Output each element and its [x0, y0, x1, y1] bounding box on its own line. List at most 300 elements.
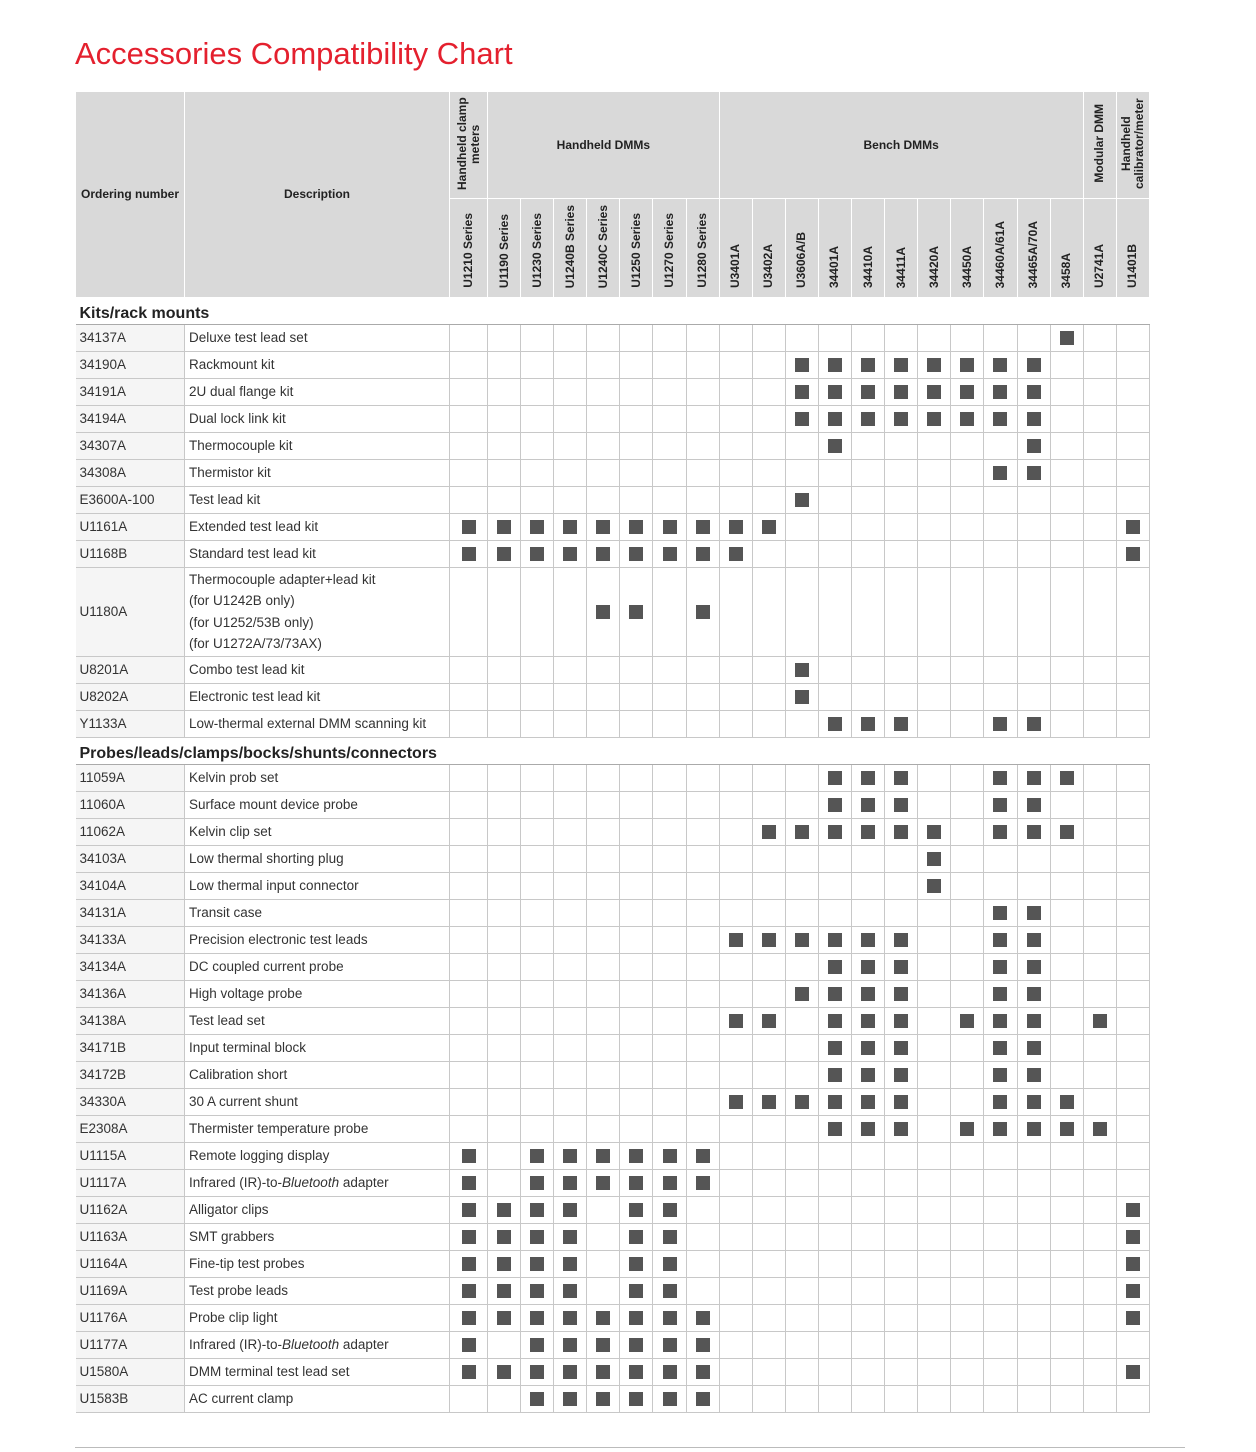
- compat-cell: [653, 872, 686, 899]
- compatible-mark: [462, 1203, 476, 1217]
- table-row: [76, 872, 1150, 899]
- ordering-number: U1169A: [76, 1277, 185, 1304]
- compat-cell: [686, 980, 719, 1007]
- ordering-number: Y1133A: [76, 710, 185, 737]
- compatible-mark: [927, 412, 941, 426]
- compat-cell: [785, 540, 818, 567]
- model-header: [1050, 199, 1083, 298]
- compat-cell: [488, 1142, 521, 1169]
- compat-cell: [719, 1196, 752, 1223]
- group-header-label: Handheld calibrator/meter: [1118, 98, 1146, 189]
- compat-cell: [1017, 926, 1050, 953]
- compat-cell: [1116, 1169, 1149, 1196]
- compat-cell: [450, 710, 488, 737]
- compat-cell: [785, 486, 818, 513]
- table-row: [76, 1331, 1150, 1358]
- compat-cell: [951, 405, 984, 432]
- compat-cell: [587, 1250, 620, 1277]
- compat-cell: [785, 656, 818, 683]
- compat-cell: [1050, 710, 1083, 737]
- compat-cell: [785, 818, 818, 845]
- compat-cell: [852, 486, 885, 513]
- compatible-mark: [993, 717, 1007, 731]
- compat-cell: [488, 1088, 521, 1115]
- compat-cell: [785, 378, 818, 405]
- compat-cell: [620, 791, 653, 818]
- compatible-mark: [927, 852, 941, 866]
- compat-cell: [620, 872, 653, 899]
- description-line: Remote logging display: [189, 1147, 330, 1163]
- compat-cell: [818, 764, 851, 791]
- compat-cell: [587, 1385, 620, 1412]
- compat-cell: [653, 405, 686, 432]
- compat-cell: [521, 791, 554, 818]
- compat-cell: [852, 1142, 885, 1169]
- compat-cell: [951, 764, 984, 791]
- compat-cell: [719, 683, 752, 710]
- compat-cell: [1050, 351, 1083, 378]
- compatible-mark: [828, 825, 842, 839]
- compat-cell: [852, 1088, 885, 1115]
- description: [185, 710, 450, 737]
- compat-cell: [885, 324, 918, 351]
- description: [185, 1061, 450, 1088]
- compat-cell: [818, 1034, 851, 1061]
- compat-cell: [653, 1142, 686, 1169]
- compatible-mark: [828, 1122, 842, 1136]
- model-name: 3458A: [1059, 252, 1074, 288]
- compatible-mark: [629, 1365, 643, 1379]
- compat-cell: [653, 899, 686, 926]
- compatible-mark: [828, 1068, 842, 1082]
- compatibility-table: [75, 92, 1150, 1413]
- compatible-mark: [1126, 547, 1140, 561]
- compat-cell: [785, 1061, 818, 1088]
- compat-cell: [1017, 1385, 1050, 1412]
- compat-cell: [620, 405, 653, 432]
- compat-cell: [1116, 1061, 1149, 1088]
- description-line: Thermocouple adapter+lead kit: [189, 571, 376, 587]
- description-line: Low-thermal external DMM scanning kit: [189, 715, 427, 731]
- compat-cell: [719, 405, 752, 432]
- compat-cell: [488, 1304, 521, 1331]
- compat-cell: [1083, 1034, 1116, 1061]
- compat-cell: [852, 540, 885, 567]
- compatible-mark: [663, 1203, 677, 1217]
- compatible-mark: [497, 1365, 511, 1379]
- compat-cell: [620, 764, 653, 791]
- compatible-mark: [462, 1311, 476, 1325]
- compat-cell: [852, 764, 885, 791]
- compat-cell: [1116, 351, 1149, 378]
- model-name: U1240B Series: [562, 204, 577, 288]
- description-line: Low thermal input connector: [189, 877, 359, 893]
- compat-cell: [1050, 1304, 1083, 1331]
- compat-cell: [918, 1007, 951, 1034]
- compat-cell: [1017, 818, 1050, 845]
- compatible-mark: [1126, 1365, 1140, 1379]
- table-row: [76, 683, 1150, 710]
- compat-cell: [620, 1331, 653, 1358]
- ordering-number: U1176A: [76, 1304, 185, 1331]
- compat-cell: [852, 1358, 885, 1385]
- model-name: 34465A/70A: [1026, 220, 1041, 288]
- compat-cell: [918, 683, 951, 710]
- compat-cell: [686, 540, 719, 567]
- compat-cell: [1017, 324, 1050, 351]
- compatible-mark: [894, 412, 908, 426]
- model-name: U1210 Series: [461, 213, 475, 288]
- table-row: [76, 953, 1150, 980]
- compat-cell: [620, 1142, 653, 1169]
- compat-cell: [918, 926, 951, 953]
- compatible-mark: [993, 798, 1007, 812]
- compat-cell: [719, 1115, 752, 1142]
- compat-cell: [1050, 980, 1083, 1007]
- table-body: [76, 297, 1150, 1412]
- compatible-mark: [828, 358, 842, 372]
- description: [185, 926, 450, 953]
- compat-cell: [686, 1034, 719, 1061]
- compat-cell: [852, 432, 885, 459]
- table-row: [76, 378, 1150, 405]
- group-header-3: [1083, 92, 1116, 199]
- compat-cell: [752, 899, 785, 926]
- compat-cell: [1050, 324, 1083, 351]
- compat-cell: [1050, 845, 1083, 872]
- compatible-mark: [563, 1203, 577, 1217]
- compat-cell: [984, 1142, 1017, 1169]
- compat-cell: [719, 1250, 752, 1277]
- compatible-mark: [530, 1365, 544, 1379]
- compatible-mark: [1126, 1203, 1140, 1217]
- compat-cell: [554, 1088, 587, 1115]
- compatible-mark: [894, 771, 908, 785]
- ordering-number: 34138A: [76, 1007, 185, 1034]
- compatible-mark: [1027, 466, 1041, 480]
- compat-cell: [686, 845, 719, 872]
- compat-cell: [686, 1331, 719, 1358]
- compat-cell: [918, 486, 951, 513]
- compat-cell: [852, 378, 885, 405]
- compat-cell: [852, 710, 885, 737]
- compat-cell: [1083, 567, 1116, 656]
- compat-cell: [818, 872, 851, 899]
- compat-cell: [752, 1169, 785, 1196]
- compat-cell: [785, 1277, 818, 1304]
- compat-cell: [1116, 1007, 1149, 1034]
- compat-cell: [885, 791, 918, 818]
- compatible-mark: [894, 987, 908, 1001]
- compat-cell: [885, 818, 918, 845]
- description-line: Probe clip light: [189, 1309, 278, 1325]
- compat-cell: [984, 1169, 1017, 1196]
- ordering-number: 34171B: [76, 1034, 185, 1061]
- compat-cell: [686, 710, 719, 737]
- compat-cell: [554, 567, 587, 656]
- model-header: [521, 199, 554, 298]
- model-header: [818, 199, 851, 298]
- description: [185, 953, 450, 980]
- compat-cell: [719, 1358, 752, 1385]
- model-name: U1280 Series: [695, 213, 710, 288]
- compat-cell: [818, 1304, 851, 1331]
- compat-cell: [918, 980, 951, 1007]
- compat-cell: [521, 899, 554, 926]
- compat-cell: [554, 845, 587, 872]
- compatible-mark: [1093, 1122, 1107, 1136]
- compat-cell: [521, 459, 554, 486]
- compat-cell: [587, 1142, 620, 1169]
- compat-cell: [1116, 378, 1149, 405]
- compat-cell: [1083, 1277, 1116, 1304]
- compat-cell: [818, 567, 851, 656]
- compatible-mark: [894, 385, 908, 399]
- compatible-mark: [462, 1149, 476, 1163]
- compat-cell: [984, 899, 1017, 926]
- compatible-mark: [894, 798, 908, 812]
- compat-cell: [686, 1277, 719, 1304]
- compatible-mark: [663, 1257, 677, 1271]
- compatible-mark: [663, 1392, 677, 1406]
- compat-cell: [852, 683, 885, 710]
- compat-cell: [885, 486, 918, 513]
- compat-cell: [521, 1169, 554, 1196]
- compat-cell: [818, 1007, 851, 1034]
- compat-cell: [1116, 1223, 1149, 1250]
- ordering-number: 34191A: [76, 378, 185, 405]
- compat-cell: [620, 926, 653, 953]
- ordering-number: 34330A: [76, 1088, 185, 1115]
- compatible-mark: [927, 825, 941, 839]
- compat-cell: [653, 459, 686, 486]
- compat-cell: [719, 540, 752, 567]
- table-row: [76, 1277, 1150, 1304]
- compat-cell: [521, 351, 554, 378]
- compat-cell: [918, 1034, 951, 1061]
- compat-cell: [852, 791, 885, 818]
- compat-cell: [885, 459, 918, 486]
- compatible-mark: [663, 1365, 677, 1379]
- compatible-mark: [729, 1095, 743, 1109]
- compat-cell: [951, 567, 984, 656]
- compat-cell: [918, 1277, 951, 1304]
- compat-cell: [984, 1358, 1017, 1385]
- compat-cell: [686, 1196, 719, 1223]
- compatible-mark: [663, 520, 677, 534]
- compatible-mark: [530, 520, 544, 534]
- compat-cell: [852, 405, 885, 432]
- table-row: [76, 1007, 1150, 1034]
- compat-cell: [554, 513, 587, 540]
- section-title: Kits/rack mounts: [76, 297, 1150, 324]
- compatible-mark: [530, 1338, 544, 1352]
- compat-cell: [752, 1142, 785, 1169]
- compat-cell: [918, 513, 951, 540]
- compat-cell: [554, 1331, 587, 1358]
- compatible-mark: [861, 1041, 875, 1055]
- compat-cell: [1050, 1196, 1083, 1223]
- compat-cell: [719, 710, 752, 737]
- compat-cell: [1083, 710, 1116, 737]
- compat-cell: [785, 1115, 818, 1142]
- compatible-mark: [861, 1068, 875, 1082]
- compatible-mark: [1027, 412, 1041, 426]
- table-row: [76, 351, 1150, 378]
- compat-cell: [521, 872, 554, 899]
- compatible-mark: [894, 1095, 908, 1109]
- compat-cell: [752, 1088, 785, 1115]
- compatible-mark: [861, 358, 875, 372]
- compat-cell: [719, 872, 752, 899]
- compat-cell: [984, 872, 1017, 899]
- compat-cell: [587, 432, 620, 459]
- compatible-mark: [1126, 520, 1140, 534]
- compatible-mark: [894, 1041, 908, 1055]
- compat-cell: [752, 1034, 785, 1061]
- compat-cell: [885, 1196, 918, 1223]
- compatible-mark: [993, 385, 1007, 399]
- description-line: Precision electronic test leads: [189, 931, 368, 947]
- compat-cell: [818, 1223, 851, 1250]
- compat-cell: [653, 378, 686, 405]
- compat-cell: [719, 1088, 752, 1115]
- table-row: [76, 513, 1150, 540]
- model-header: [852, 199, 885, 298]
- compat-cell: [686, 791, 719, 818]
- compat-cell: [1116, 1088, 1149, 1115]
- compat-cell: [785, 1385, 818, 1412]
- compat-cell: [620, 899, 653, 926]
- compat-cell: [1083, 656, 1116, 683]
- compat-cell: [1116, 926, 1149, 953]
- compat-cell: [521, 683, 554, 710]
- compat-cell: [852, 1061, 885, 1088]
- compat-cell: [1083, 324, 1116, 351]
- compat-cell: [951, 1304, 984, 1331]
- compatible-mark: [795, 987, 809, 1001]
- compat-cell: [554, 1169, 587, 1196]
- ordering-number: U1163A: [76, 1223, 185, 1250]
- compat-cell: [785, 926, 818, 953]
- ordering-number-header: Ordering number: [76, 92, 185, 297]
- compat-cell: [951, 791, 984, 818]
- compatible-mark: [861, 385, 875, 399]
- description: [185, 324, 450, 351]
- compatible-mark: [828, 987, 842, 1001]
- compat-cell: [885, 351, 918, 378]
- group-header-label: Modular DMM: [1092, 104, 1107, 183]
- compat-cell: [653, 1277, 686, 1304]
- compat-cell: [1083, 980, 1116, 1007]
- compat-cell: [620, 683, 653, 710]
- compat-cell: [918, 351, 951, 378]
- compat-cell: [554, 656, 587, 683]
- ordering-number: 34194A: [76, 405, 185, 432]
- description-line: 2U dual flange kit: [189, 383, 294, 399]
- compatible-mark: [762, 1095, 776, 1109]
- compat-cell: [1017, 1358, 1050, 1385]
- compat-cell: [852, 1385, 885, 1412]
- compat-cell: [752, 818, 785, 845]
- compat-cell: [587, 1277, 620, 1304]
- compat-cell: [450, 1196, 488, 1223]
- compat-cell: [818, 1196, 851, 1223]
- compat-cell: [818, 351, 851, 378]
- compatible-mark: [795, 933, 809, 947]
- compat-cell: [984, 1331, 1017, 1358]
- compatible-mark: [729, 1014, 743, 1028]
- table-row: [76, 1115, 1150, 1142]
- compat-cell: [984, 764, 1017, 791]
- compat-cell: [951, 1277, 984, 1304]
- compat-cell: [1083, 513, 1116, 540]
- compat-cell: [450, 486, 488, 513]
- compat-cell: [918, 764, 951, 791]
- compat-cell: [488, 1223, 521, 1250]
- compatible-mark: [629, 520, 643, 534]
- compat-cell: [521, 926, 554, 953]
- compat-cell: [554, 1061, 587, 1088]
- compat-cell: [951, 351, 984, 378]
- compatible-mark: [1027, 439, 1041, 453]
- compat-cell: [785, 1007, 818, 1034]
- table-row: [76, 1385, 1150, 1412]
- compat-cell: [554, 1358, 587, 1385]
- ordering-number: 11062A: [76, 818, 185, 845]
- compat-cell: [918, 872, 951, 899]
- ordering-number: 34136A: [76, 980, 185, 1007]
- model-header: [554, 199, 587, 298]
- compat-cell: [1017, 1088, 1050, 1115]
- ordering-number: 34190A: [76, 351, 185, 378]
- compat-cell: [719, 432, 752, 459]
- ordering-number: U1583B: [76, 1385, 185, 1412]
- compat-cell: [686, 1061, 719, 1088]
- compat-cell: [785, 1034, 818, 1061]
- table-row: [76, 567, 1150, 656]
- compat-cell: [450, 459, 488, 486]
- compat-cell: [450, 845, 488, 872]
- compat-cell: [719, 1223, 752, 1250]
- compat-cell: [885, 1331, 918, 1358]
- compat-cell: [785, 980, 818, 1007]
- compatible-mark: [762, 933, 776, 947]
- compat-cell: [1116, 710, 1149, 737]
- compat-cell: [1017, 567, 1050, 656]
- compat-cell: [852, 872, 885, 899]
- model-name: 34460A/61A: [992, 220, 1007, 288]
- description-line: Transit case: [189, 904, 263, 920]
- compat-cell: [620, 1196, 653, 1223]
- compat-cell: [488, 845, 521, 872]
- compat-cell: [984, 324, 1017, 351]
- model-name: U1240C Series: [595, 204, 610, 288]
- compat-cell: [1017, 1115, 1050, 1142]
- model-name: 34450A: [959, 245, 974, 288]
- compatible-mark: [563, 1284, 577, 1298]
- table-row: [76, 486, 1150, 513]
- ordering-number: U1168B: [76, 540, 185, 567]
- compat-cell: [620, 1250, 653, 1277]
- compat-cell: [918, 1088, 951, 1115]
- compat-cell: [951, 818, 984, 845]
- compat-cell: [752, 1223, 785, 1250]
- model-name: U3606A/B: [794, 231, 809, 288]
- compatible-mark: [894, 1122, 908, 1136]
- compat-cell: [951, 1169, 984, 1196]
- compatible-mark: [563, 1392, 577, 1406]
